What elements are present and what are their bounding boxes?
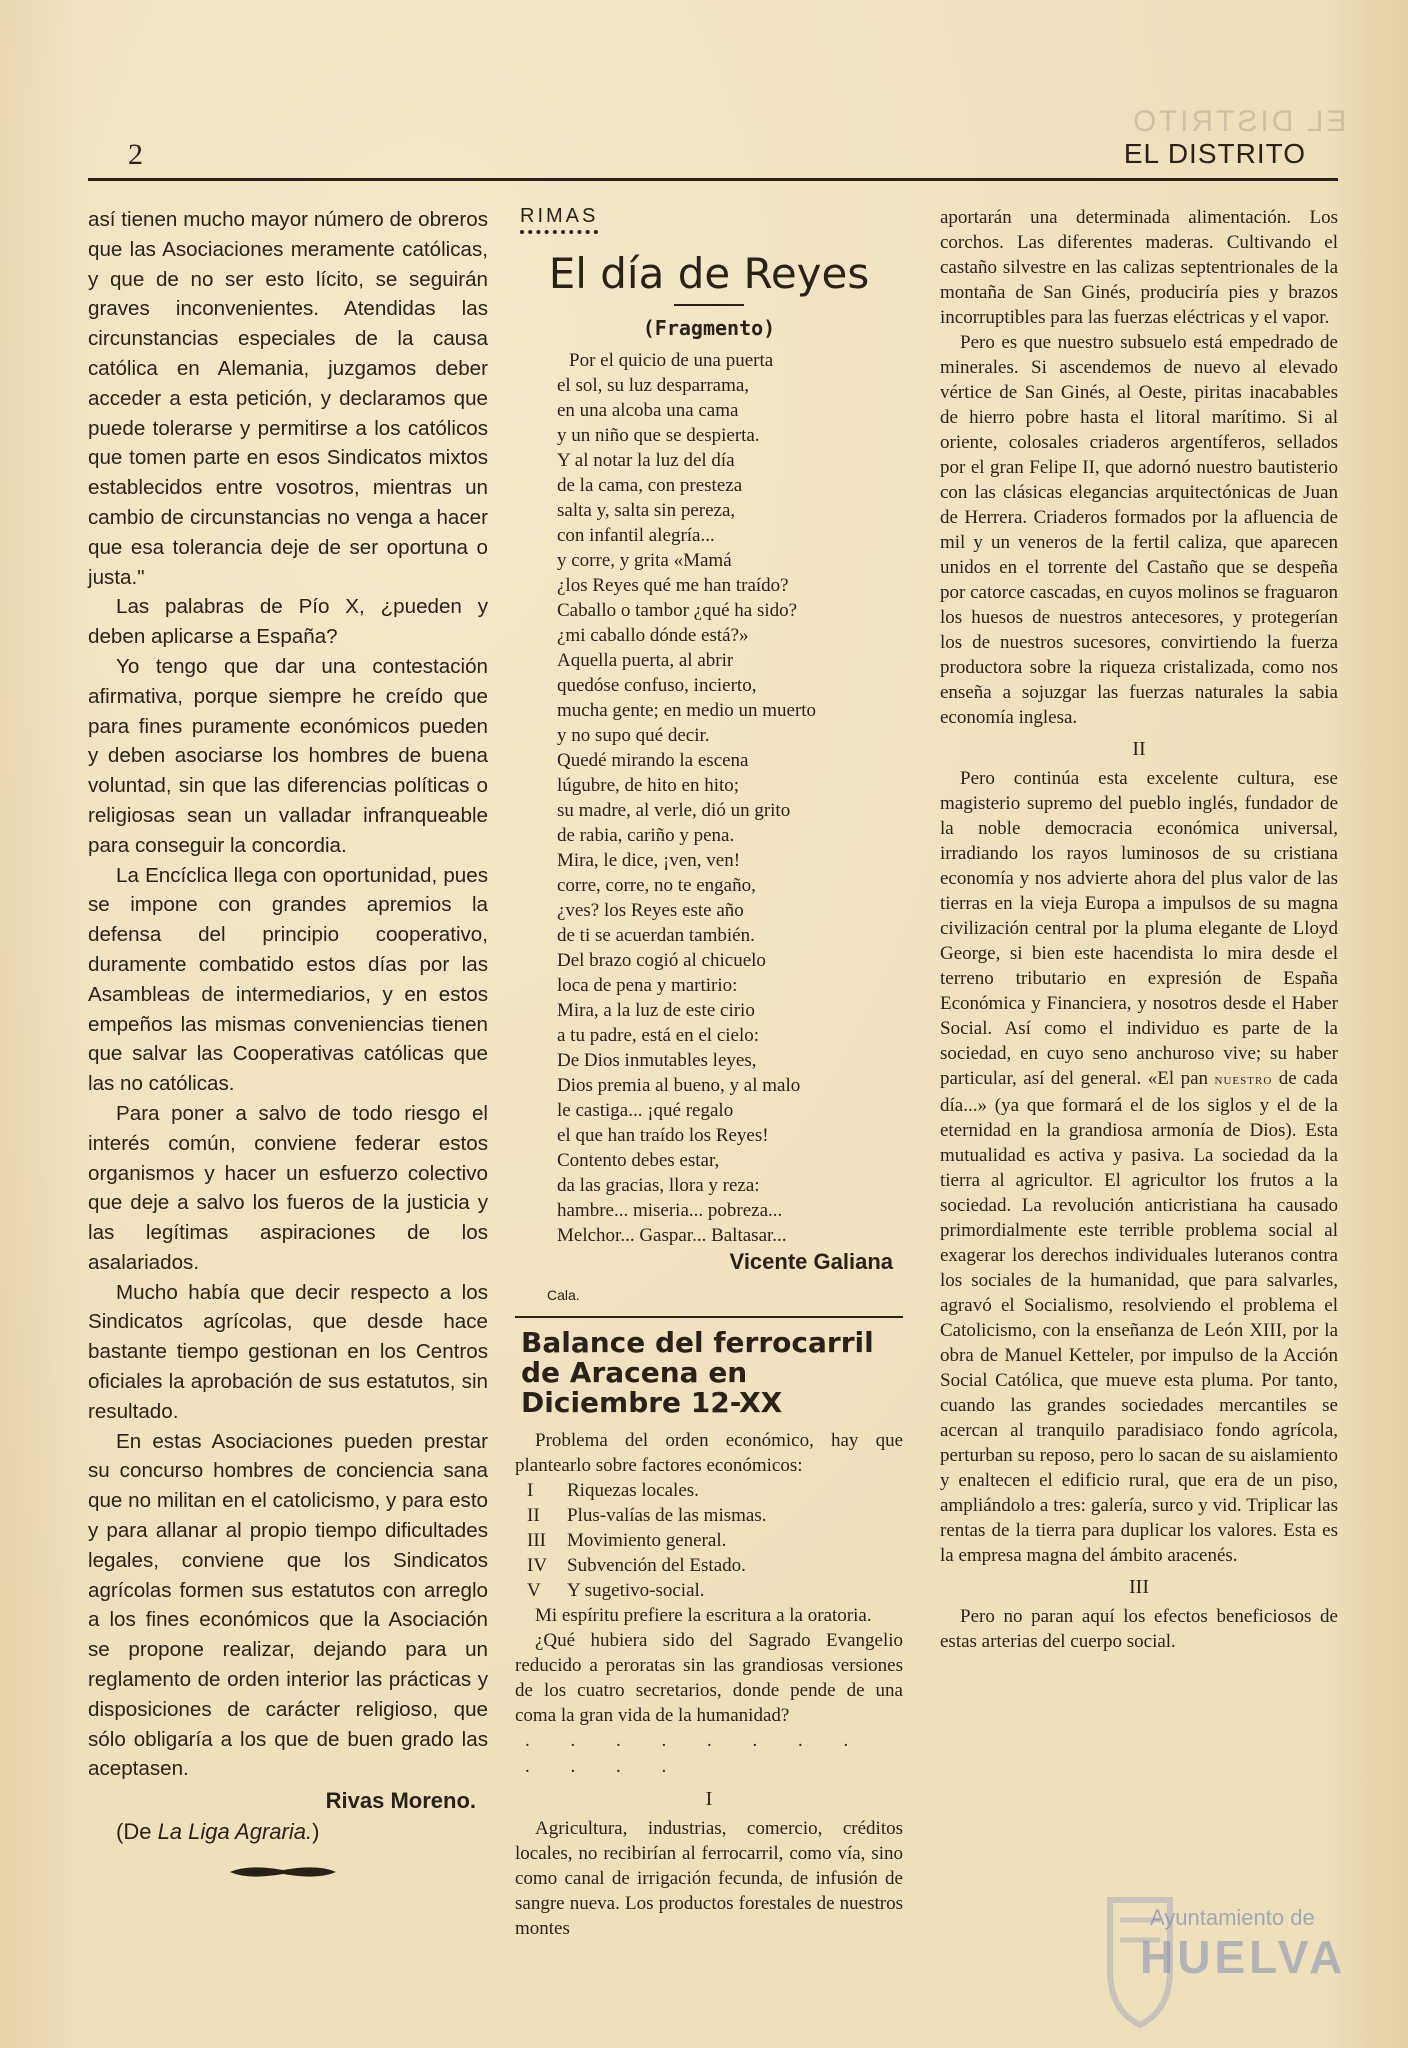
list-text: Subvención del Estado. — [567, 1555, 746, 1576]
poem-body — [515, 348, 903, 1248]
poem-line: Caballo o tambor ¿qué ha sido? — [557, 600, 798, 621]
column-right — [940, 205, 1338, 1654]
column-left — [88, 205, 488, 1882]
poem-title: El día de Reyes — [548, 249, 870, 298]
section-number: III — [1129, 1576, 1149, 1598]
poem-line: le castiga... ¡qué regalo — [557, 1100, 734, 1121]
poem-line: ¿mi caballo dónde está?» — [557, 625, 749, 646]
paragraph: Agricultura, industrias, comercio, créditos locales, no recibirían al ferrocarril, como vía, sino como canal de irrigación fecunda, de infusión de sangre nueva. Los productos forestales de nuestros montes — [515, 1818, 903, 1939]
source-suffix: ) — [312, 1819, 320, 1845]
poem-place: Cala. — [547, 1287, 580, 1303]
poem-line: Quedé mirando la escena — [557, 750, 749, 771]
paragraph — [940, 766, 1338, 1568]
section-number: I — [705, 1788, 713, 1810]
paragraph: La Encíclica llega con oportunidad, pues se impone con grandes apremios la defensa del principio cooperativo, duramente combatido estos días por las Asambleas de intermediarios, y en estos empeños las mismas conveniencias tienen que salvar las Cooperativas católicas que las no católicas. — [88, 863, 488, 1096]
text-run: Pero continúa esta excelente cultura, ese magisterio supremo del pueblo inglés, fundador de la noble democracia económica universal, irradiando los rayos luminosos de su cristiana economía y nos advierte ahora del plus valor de las tierras en la vieja Europa a impulsos de su magna civilización central por la pluma elegante de Lloyd George, si bien este hacendista lo mira desde el terreno tributario en expresión de España Económica y Financiera, y nosotros desde el Haber Social. Así como el individuo es parte de la sociedad, en cuyo seno anchuroso vive; su haber particular, así del general. «El pan — [940, 768, 1338, 1089]
poem-line: salta y, salta sin pereza, — [557, 500, 736, 521]
paragraph: Pero es que nuestro subsuelo está empedrado de minerales. Si ascendemos de nuevo al elevado vértice de San Ginés, al Oeste, piritas inacabables de hierro pobre hasta el litoral marítimo. Si al oriente, colosales criaderos argentíferos, sellados por el gran Felipe II, que adornó nuestro bautisterio con las clásicas elegancias arquitectónicas de Juan de Herrera. Criaderos formados por la afluencia de mil y un veneros de la fertil caliza, que aparecen unidos en el torrente del Castaño que se despeña por catorce cascadas, en cuyos molinos se fraguaron los huesos de nuestros antecesores, y protegerían los de nuestros sucesores, convirtiendo la fuerza productora sobre la riqueza cristalizada, como nos enseña a sojuzgar las fuerzas naturales la sabia economía inglesa. — [940, 332, 1338, 728]
list-item — [527, 1478, 903, 1503]
list-item — [527, 1578, 903, 1603]
list-num: V — [527, 1580, 541, 1601]
poem-line: en una alcoba una cama — [557, 400, 739, 421]
source-title: La Liga Agraria. — [157, 1819, 313, 1845]
poem-line: Aquella puerta, al abrir — [557, 650, 734, 671]
small-caps-word: nuestro — [1214, 1072, 1273, 1088]
poem-line: Melchor... Gaspar... Baltasar... — [557, 1225, 787, 1246]
author-signature: Rivas Moreno. — [325, 1788, 476, 1814]
poem-line: de la cama, con presteza — [557, 475, 743, 496]
list-item — [527, 1503, 903, 1528]
list-num: III — [527, 1530, 546, 1551]
poem-line: da las gracias, llora y reza: — [557, 1175, 760, 1196]
list-num: I — [527, 1480, 534, 1501]
list-num: II — [527, 1505, 540, 1526]
paragraph: aportarán una determinada alimentación. Los corchos. Las diferentes maderas. Cultivando el castaño silvestre en las calizas septentrionales de la montaña de San Ginés, produciría pies y brazos incorruptibles para las fuerzas eléctricas y el vapor. — [940, 207, 1338, 328]
list-item — [527, 1528, 903, 1553]
poem-line: y corre, y grita «Mamá — [557, 550, 732, 571]
poem-line: hambre... miseria... pobreza... — [557, 1200, 783, 1221]
list-text: Plus-valías de las mismas. — [567, 1505, 767, 1526]
ornament-divider — [228, 1862, 338, 1882]
poem-line: a tu padre, está en el cielo: — [557, 1025, 760, 1046]
page-number: 2 — [128, 138, 143, 171]
poem-line: Y al notar la luz del día — [557, 450, 735, 471]
paragraph: Para poner a salvo de todo riesgo el interés común, conviene federar estos organismos y hacer un esfuerzo colectivo que deje a salvo los fueros de la justicia y las legítimas aspiraciones de los asalariados. — [88, 1101, 488, 1274]
paragraph: Problema del orden económico, hay que plantearlo sobre factores económicos: — [515, 1430, 903, 1476]
paragraph: Las palabras de Pío X, ¿pueden y deben aplicarse a España? — [88, 595, 488, 649]
poem-line: loca de pena y martirio: — [557, 975, 738, 996]
source-prefix: (De — [116, 1819, 158, 1845]
section-number: II — [1132, 738, 1146, 760]
watermark-line1: Ayuntamiento de — [1150, 1905, 1315, 1930]
list-text: Movimiento general. — [567, 1530, 727, 1551]
title-rule — [674, 304, 744, 306]
poem-line: Dios premia al bueno, y al malo — [557, 1075, 801, 1096]
source-citation — [116, 1816, 488, 1848]
paragraph: Mucho había que decir respecto a los Sindicatos agrícolas, que desde hace bastante tiempo gestionan en los Centros oficiales la aprobación de sus estatutos, sin resultado. — [88, 1280, 488, 1423]
poem-line: Mira, le dice, ¡ven, ven! — [557, 850, 741, 871]
section-divider — [515, 1316, 903, 1318]
factor-list — [515, 1478, 903, 1603]
poem-line: lúgubre, de hito en hito; — [557, 775, 740, 796]
poem-line: Mira, a la luz de este cirio — [557, 1000, 755, 1021]
poem-line: mucha gente; en medio un muerto — [557, 700, 817, 721]
poem-line: y un niño que se despierta. — [557, 425, 760, 446]
list-num: IV — [527, 1555, 548, 1576]
page-header — [88, 138, 1338, 181]
text-run: de cada día...» (ya que formará el de los siglos y el de la eternidad en la grandiosa armonía de Dios). Esta mutualidad es activa y pasiva. La sociedad da la tierra al agricultor. El agricultor los frutos a la sociedad. La revolución anticristiana ha causado primordialmente este terrible problema social al exagerar los derechos individuales luteranos contra los sociales de la humanidad, que para salvarles, agravó el Socialismo, resolviendo el problema el Catolicismo, con la enseñanza de León XIII, por la obra de Manuel Ketteler, por impulso de la Acción Social Católica, que mueve esta pluma. Por tanto, cuando las grandes sociedades mercantiles se acercan al tranquilo paradisiaco fondo agrícola, perturban su reposo, pero lo sacan de su aislamiento y enaltecen el edificio rural, que era de un piso, ampliándolo a tres: galería, surco y vid. Triplicar las rentas de la tierra para duplicar los valores. Esta es la empresa magna del ámbito aracenés. — [940, 1068, 1339, 1566]
dot-leader: . . . . . . . . . . . . — [525, 1730, 867, 1777]
list-text: Riquezas locales. — [567, 1480, 699, 1501]
list-item — [527, 1553, 903, 1578]
paragraph: Mi espíritu prefiere la escritura a la oratoria. — [535, 1605, 872, 1626]
poem-line: Del brazo cogió al chicuelo — [557, 950, 766, 971]
poem-line: Contento debes estar, — [557, 1150, 720, 1171]
poem-subtitle: (Fragmento) — [642, 316, 776, 340]
paragraph: así tienen mucho mayor número de obreros que las Asociaciones meramente católicas, y que de no ser esto lícito, se seguirán graves inconvenientes. Atendidas las circunstancias especiales de la causa católica en Alemania, juzgamos deber acceder a esta petición, y declaramos que puede tolerarse y permitirse a los católicos que tomen parte en esos Sindicatos mixtos establecidos entre vosotros, mientras un cambio de circunstancias no venga a hacer que esa tolerancia deje de ser oportuna o justa." — [88, 208, 488, 589]
poem-line: con infantil alegría... — [557, 525, 715, 546]
publication-name: EL DISTRITO — [1123, 138, 1306, 169]
bleed-through-text: EL DISTRITO — [1130, 105, 1347, 138]
poem-line: de rabia, cariño y pena. — [557, 825, 735, 846]
paragraph: En estas Asociaciones pueden prestar su concurso hombres de conciencia sana que no militan en el catolicismo, y para esto y para allanar al propio tiempo dificultades legales, conviene que los Sindicatos agrícolas formen sus estatutos con arreglo a los fines económicos que la Asociación se propone realizar, dejando para un reglamento de orden interior las prácticas y disposiciones de carácter religioso, que sólo obligaría a los que de buen grado las aceptasen. — [88, 1429, 488, 1781]
poem-line: el sol, su luz desparrama, — [557, 375, 750, 396]
column-middle — [515, 205, 903, 1941]
poem-line: Por el quicio de una puerta — [569, 350, 774, 371]
poem-line: su madre, al verle, dió un grito — [557, 800, 791, 821]
poem-line: y no supo qué decir. — [557, 725, 710, 746]
article-title: Balance del ferrocarril de Aracena en Diciembre 12-XX — [521, 1326, 874, 1419]
poem-line: De Dios inmutables leyes, — [557, 1050, 757, 1071]
poem-line: el que han traído los Reyes! — [557, 1125, 769, 1146]
paragraph: ¿Qué hubiera sido del Sagrado Evangelio reducido a peroratas sin las grandiosas versiones de los cuatro secretarios, donde pende de una coma la gran vida de la humanidad? — [515, 1630, 903, 1726]
poem-line: de ti se acuerdan también. — [557, 925, 755, 946]
poem-line: corre, corre, no te engaño, — [557, 875, 756, 896]
poet-name: Vicente Galiana — [729, 1249, 893, 1274]
paragraph: Yo tengo que dar una contestación afirmativa, porque siempre he creído que para fines puramente económicos pueden y deben asociarse los hombres de buena voluntad, sin que las diferencias políticas o religiosas sean un valladar infranqueable para conseguir la concordia. — [88, 654, 488, 857]
watermark-line2: HUELVA — [1140, 1931, 1347, 1983]
paragraph: Pero no paran aquí los efectos beneficiosos de estas arterias del cuerpo social. — [940, 1606, 1338, 1652]
list-text: Y sugetivo-social. — [567, 1580, 705, 1601]
poem-line: quedóse confuso, incierto, — [557, 675, 757, 696]
section-label-rimas: RIMAS — [520, 205, 598, 234]
poem-line: ¿los Reyes qué me han traído? — [557, 575, 789, 596]
poem-line: ¿ves? los Reyes este año — [557, 900, 744, 921]
